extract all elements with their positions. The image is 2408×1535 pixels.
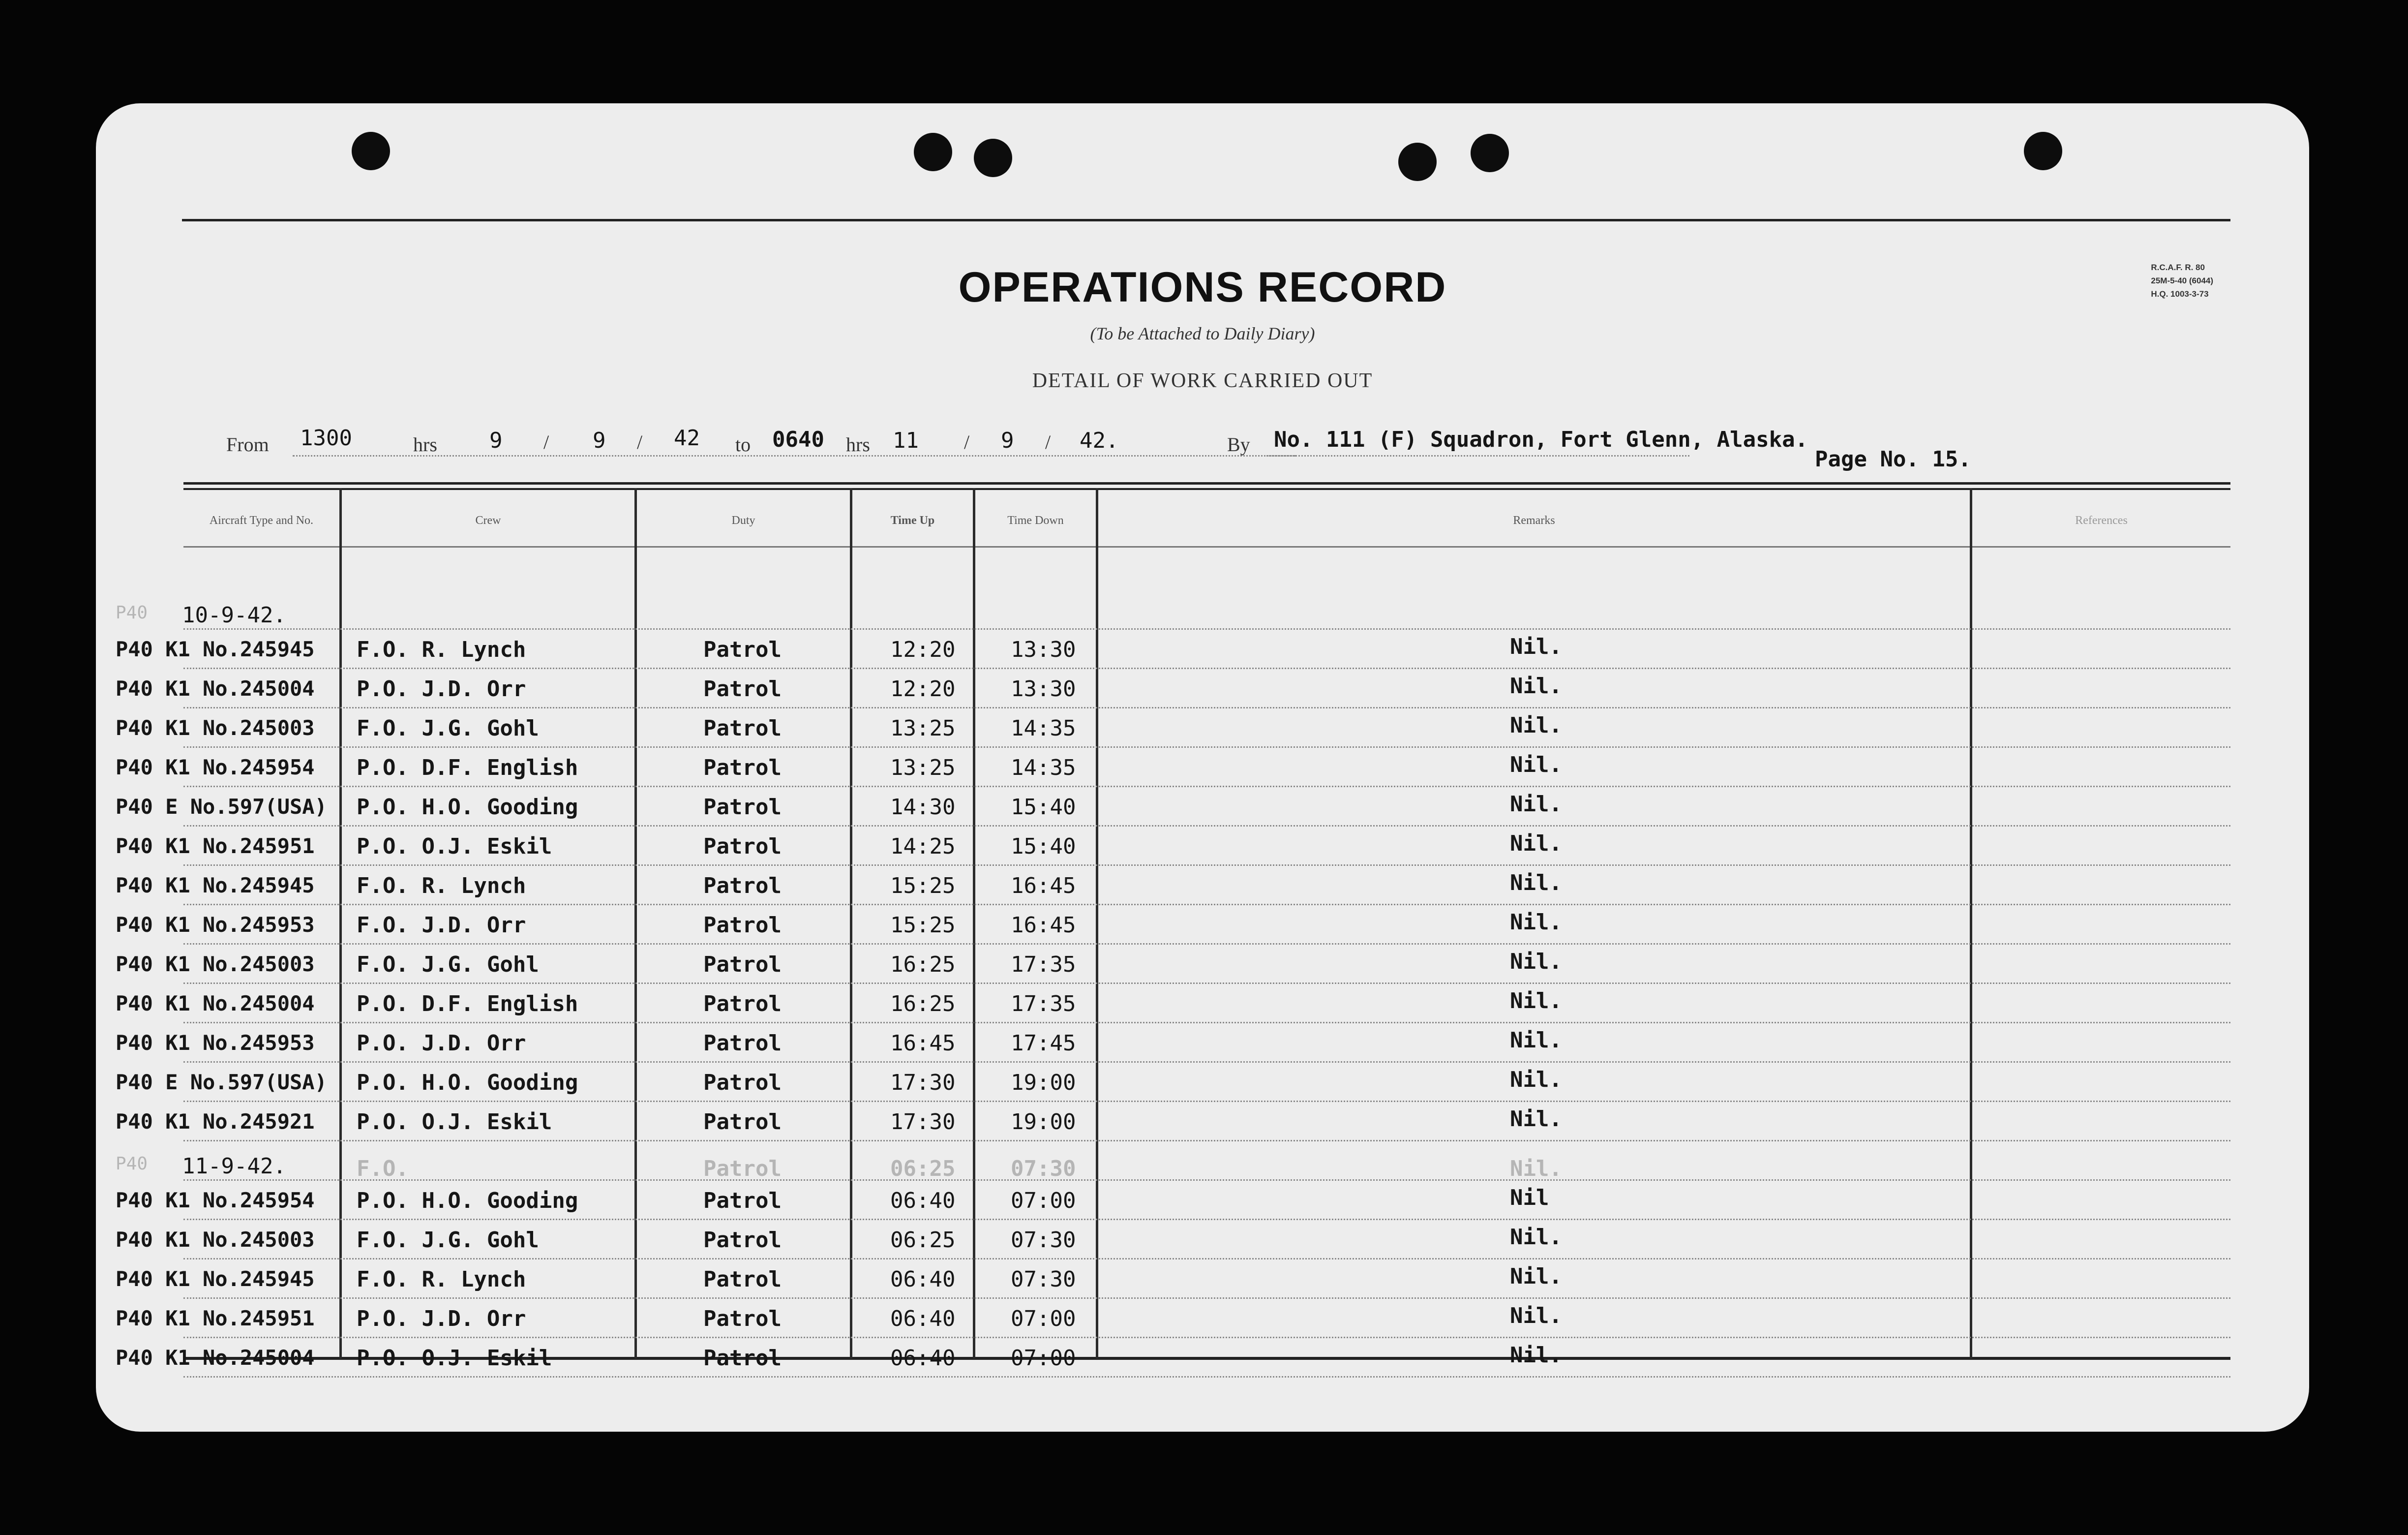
table-top-rule-2 [183,488,2230,490]
aircraft-cell: P40 K1 No.245945 [116,873,315,897]
time-down-cell: 15:40 [1011,834,1076,859]
date-row-prefix: P40 [116,1154,148,1174]
form-title: OPERATIONS RECORD [958,264,1447,311]
remarks-cell: Nil. [1510,1106,1562,1132]
time-up-cell: 06:40 [890,1188,956,1213]
remarks-cell: Nil. [1510,1343,1562,1368]
remarks-cell: Nil. [1510,1303,1562,1328]
time-down-cell: 17:35 [1011,952,1076,977]
duty-cell: Patrol [703,755,782,780]
remarks-cell: Nil. [1510,752,1562,777]
duty-cell: Patrol [703,1228,782,1253]
time-down-cell: 07:00 [1011,1306,1076,1331]
form-reference [2151,261,2213,301]
from-label: From [226,433,269,456]
crew-cell: F.O. R. Lynch [357,637,526,662]
time-up-cell: 16:25 [890,991,956,1016]
crew-cell: P.O. J.D. Orr [357,676,526,702]
crew-cell: P.O. J.D. Orr [357,1031,526,1056]
time-up-cell: 17:30 [890,1070,956,1095]
hrs-label: hrs [413,433,437,456]
crew-cell: P.O. D.F. English [357,755,578,780]
time-down-cell: 13:30 [1011,637,1076,662]
time-up-cell: 13:25 [890,716,956,741]
punch-hole [1471,134,1509,172]
row-rule [183,864,2230,866]
duty-cell: Patrol [703,637,782,662]
row-rule [183,628,2230,630]
row-rule [183,1337,2230,1338]
crew-cell: P.O. H.O. Gooding [357,1070,578,1095]
date-row-label: 11-9-42. [182,1154,286,1179]
crew-cell: P.O. H.O. Gooding [357,795,578,820]
time-up-cell: 16:45 [890,1031,956,1056]
row-rule [183,982,2230,984]
duty-cell: Patrol [703,1267,782,1292]
duty-cell: Patrol [703,1188,782,1213]
remarks-cell: Nil. [1510,870,1562,895]
duty-cell: Patrol [703,1070,782,1095]
time-down-cell: 14:35 [1011,755,1076,780]
time-down-cell: 17:45 [1011,1031,1076,1056]
aircraft-cell: P40 K1 No.245004 [116,1346,315,1370]
column-divider [634,488,637,1359]
faint-remarks: Nil. [1510,1156,1562,1181]
by-label: By [1227,433,1250,456]
punch-hole [352,132,390,170]
aircraft-cell: P40 K1 No.245945 [116,1267,315,1291]
remarks-cell: Nil. [1510,831,1562,856]
crew-cell: P.O. D.F. English [357,991,578,1016]
duty-cell: Patrol [703,952,782,977]
remarks-cell: Nil [1510,1185,1549,1210]
time-down-cell: 15:40 [1011,795,1076,820]
date-separator: / [637,431,643,453]
by-fill-line [1266,455,1689,457]
aircraft-cell: P40 K1 No.245003 [116,952,315,976]
time-up-cell: 06:40 [890,1346,956,1371]
crew-cell: F.O. J.D. Orr [357,913,526,938]
form-ref-line: R.C.A.F. R. 80 [2151,263,2205,272]
time-down-cell: 17:35 [1011,991,1076,1016]
column-divider [1096,488,1098,1359]
form-ref-line: 25M-5-40 (6044) [2151,276,2213,285]
faint-crew: F.O. [357,1156,409,1181]
duty-cell: Patrol [703,913,782,938]
crew-cell: P.O. O.J. Eskil [357,1109,552,1135]
duty-cell: Patrol [703,834,782,859]
aircraft-cell: P40 K1 No.245951 [116,834,315,858]
row-rule [183,904,2230,905]
crew-cell: F.O. J.G. Gohl [357,716,539,741]
time-down-cell: 07:00 [1011,1346,1076,1371]
time-up-cell: 12:20 [890,676,956,702]
time-down-cell: 13:30 [1011,676,1076,702]
row-rule [183,943,2230,945]
from-month: 9 [593,428,606,453]
form-subtitle: (To be Attached to Daily Diary) [1090,324,1315,343]
remarks-cell: Nil. [1510,910,1562,935]
time-up-cell: 06:25 [890,1228,956,1253]
time-down-cell: 07:30 [1011,1267,1076,1292]
faint-time-up: 06:25 [890,1156,956,1181]
aircraft-cell: P40 K1 No.245953 [116,1031,315,1055]
remarks-cell: Nil. [1510,988,1562,1013]
punch-hole [974,139,1012,177]
remarks-cell: Nil. [1510,674,1562,699]
time-up-cell: 06:40 [890,1306,956,1331]
aircraft-cell: P40 E No.597(USA) [116,1070,327,1094]
remarks-cell: Nil. [1510,1028,1562,1053]
column-divider [850,488,852,1359]
remarks-cell: Nil. [1510,1264,1562,1289]
remarks-cell: Nil. [1510,713,1562,738]
time-up-cell: 12:20 [890,637,956,662]
crew-cell: F.O. R. Lynch [357,1267,526,1292]
to-time: 0640 [772,427,824,452]
remarks-cell: Nil. [1510,634,1562,659]
row-rule [183,707,2230,708]
time-up-cell: 06:40 [890,1267,956,1292]
duty-cell: Patrol [703,1031,782,1056]
aircraft-cell: P40 K1 No.245004 [116,676,315,701]
crew-cell: F.O. R. Lynch [357,873,526,898]
column-header-time-up: Time Up [890,514,935,527]
date-row-prefix: P40 [116,603,148,623]
top-rule [182,219,2230,221]
column-header-aircraft: Aircraft Type and No. [209,514,314,527]
aircraft-cell: P40 K1 No.245921 [116,1109,315,1134]
to-day: 11 [893,428,919,453]
time-up-cell: 14:30 [890,795,956,820]
faint-time-down: 07:30 [1011,1156,1076,1181]
aircraft-cell: P40 K1 No.245954 [116,755,315,779]
time-down-cell: 19:00 [1011,1070,1076,1095]
crew-cell: P.O. J.D. Orr [357,1306,526,1331]
aircraft-cell: P40 K1 No.245945 [116,637,315,661]
row-rule [183,1297,2230,1299]
to-year: 42. [1080,428,1119,453]
row-rule [183,825,2230,827]
row-rule [183,1022,2230,1023]
aircraft-cell: P40 K1 No.245003 [116,1228,315,1252]
duty-cell: Patrol [703,1306,782,1331]
row-rule [183,668,2230,669]
hrs-label-2: hrs [846,433,870,456]
column-header-duty: Duty [731,514,755,527]
row-rule [183,1179,2230,1181]
from-year: 42 [674,426,700,451]
aircraft-cell: P40 K1 No.245954 [116,1188,315,1212]
page-number: Page No. 15. [1815,447,1971,472]
time-up-cell: 15:25 [890,873,956,898]
row-rule [183,1219,2230,1220]
column-header-time-down: Time Down [1007,514,1064,527]
row-rule [183,1140,2230,1141]
date-separator: / [1045,431,1051,453]
aircraft-cell: P40 K1 No.245003 [116,716,315,740]
to-label: to [735,433,751,456]
crew-cell: F.O. J.G. Gohl [357,952,539,977]
punch-hole [1398,143,1437,181]
column-header-remarks: Remarks [1513,514,1555,527]
header-bottom-rule [183,546,2230,548]
row-rule [183,1258,2230,1259]
date-row-label: 10-9-42. [182,603,286,628]
punch-hole [2024,132,2062,170]
duty-cell: Patrol [703,1346,782,1371]
time-down-cell: 07:00 [1011,1188,1076,1213]
time-down-cell: 19:00 [1011,1109,1076,1135]
row-rule [183,1061,2230,1063]
form-ref-line: H.Q. 1003-3-73 [2151,289,2209,299]
duty-cell: Patrol [703,1109,782,1135]
remarks-cell: Nil. [1510,1225,1562,1250]
time-down-cell: 16:45 [1011,913,1076,938]
column-divider [1970,488,1972,1359]
time-up-cell: 14:25 [890,834,956,859]
punch-hole [914,133,952,171]
date-separator: / [543,431,549,453]
time-down-cell: 14:35 [1011,716,1076,741]
duty-cell: Patrol [703,991,782,1016]
remarks-cell: Nil. [1510,949,1562,974]
aircraft-cell: P40 K1 No.245951 [116,1306,315,1330]
duty-cell: Patrol [703,676,782,702]
duty-cell: Patrol [703,873,782,898]
crew-cell: P.O. O.J. Eskil [357,834,552,859]
faint-duty: Patrol [703,1156,782,1181]
column-divider [339,488,342,1359]
remarks-cell: Nil. [1510,1067,1562,1092]
row-rule [183,1101,2230,1102]
column-divider [973,488,975,1359]
row-rule [183,786,2230,787]
time-up-cell: 13:25 [890,755,956,780]
time-down-cell: 07:30 [1011,1228,1076,1253]
duty-cell: Patrol [703,795,782,820]
time-up-cell: 17:30 [890,1109,956,1135]
aircraft-cell: P40 K1 No.245004 [116,991,315,1015]
from-time: 1300 [300,426,352,451]
from-fill-line [293,455,1296,457]
operations-record-card [96,103,2309,1432]
time-up-cell: 16:25 [890,952,956,977]
crew-cell: P.O. O.J. Eskil [357,1346,552,1371]
remarks-cell: Nil. [1510,792,1562,817]
from-day: 9 [489,428,503,453]
duty-cell: Patrol [703,716,782,741]
aircraft-cell: P40 K1 No.245953 [116,913,315,937]
time-up-cell: 15:25 [890,913,956,938]
table-top-rule [183,482,2230,485]
column-header-references: References [2075,514,2128,527]
crew-cell: P.O. H.O. Gooding [357,1188,578,1213]
row-rule [183,746,2230,748]
date-separator: / [964,431,970,453]
squadron-unit: No. 111 (F) Squadron, Fort Glenn, Alaska. [1274,427,1808,452]
column-header-crew: Crew [475,514,501,527]
time-down-cell: 16:45 [1011,873,1076,898]
aircraft-cell: P40 E No.597(USA) [116,795,327,819]
section-heading: DETAIL OF WORK CARRIED OUT [1032,369,1373,392]
row-rule [183,1376,2230,1378]
crew-cell: F.O. J.G. Gohl [357,1228,539,1253]
to-month: 9 [1001,428,1014,453]
